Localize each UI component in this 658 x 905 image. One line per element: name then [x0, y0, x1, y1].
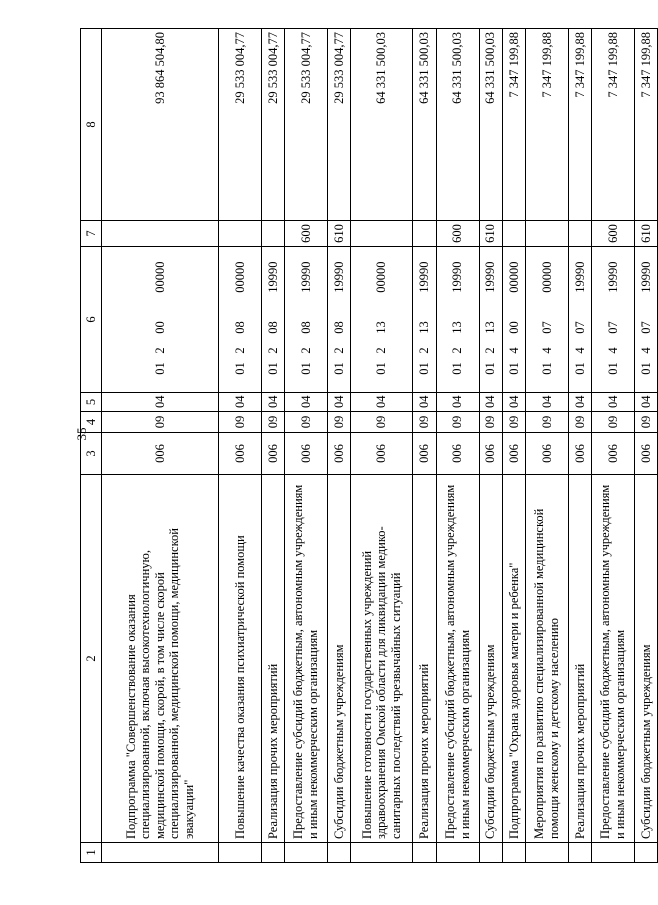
- table-row: [218, 29, 261, 863]
- empty-cell: [634, 843, 657, 863]
- table-row: [101, 29, 218, 863]
- row-name-cell: Субсидии бюджетным учреждениям: [327, 475, 350, 843]
- column-header: 6: [81, 247, 102, 393]
- classification-code-part: 13: [417, 321, 432, 334]
- column-4-cell: 09: [502, 412, 525, 433]
- column-7-cell: 610: [634, 221, 657, 247]
- column-7-cell: [350, 221, 413, 247]
- classification-code-part: 2: [374, 347, 389, 354]
- amount-cell: 7 347 199,88: [634, 29, 657, 221]
- classification-code-part: 08: [298, 321, 313, 334]
- classification-code-part: 13: [374, 321, 389, 334]
- column-6-cell: [101, 247, 218, 393]
- header-row: [81, 29, 102, 863]
- amount-cell: 29 533 004,77: [218, 29, 261, 221]
- column-7-cell: 610: [327, 221, 350, 247]
- empty-cell: [218, 843, 261, 863]
- column-7-cell: [218, 221, 261, 247]
- row-name-cell: Субсидии бюджетным учреждениям: [634, 475, 657, 843]
- column-4-cell: 09: [327, 412, 350, 433]
- column-3-cell: 006: [479, 433, 502, 475]
- empty-cell: [350, 843, 413, 863]
- row-name-cell: Мероприятия по развитию специализированной медицинской помощи женскому и детскому населению: [525, 475, 568, 843]
- budget-table: [80, 28, 658, 863]
- column-4-cell: 09: [591, 412, 634, 433]
- row-name-cell: Реализация прочих мероприятий: [568, 475, 591, 843]
- classification-code-part: 19990: [417, 261, 432, 293]
- column-3-cell: 006: [261, 433, 284, 475]
- classification-code-part: 00000: [374, 261, 389, 293]
- column-5-cell: 04: [479, 393, 502, 412]
- column-5-cell: 04: [591, 393, 634, 412]
- column-3-cell: 006: [502, 433, 525, 475]
- column-4-cell: 09: [261, 412, 284, 433]
- classification-code-part: 19990: [638, 261, 653, 293]
- classification-code-part: 2: [331, 347, 346, 354]
- column-5-cell: 04: [525, 393, 568, 412]
- column-4-cell: 09: [568, 412, 591, 433]
- column-4-cell: 09: [413, 412, 436, 433]
- column-6-cell: [568, 247, 591, 393]
- classification-code-part: 19990: [605, 261, 620, 293]
- column-3-cell: 006: [101, 433, 218, 475]
- column-5-cell: 04: [436, 393, 479, 412]
- column-6-cell: [634, 247, 657, 393]
- table-row: [436, 29, 479, 863]
- column-6-cell: [502, 247, 525, 393]
- column-7-cell: [413, 221, 436, 247]
- table-row: [525, 29, 568, 863]
- empty-cell: [525, 843, 568, 863]
- column-6-cell: [284, 247, 327, 393]
- classification-code-part: 4: [638, 347, 653, 354]
- column-4-cell: 09: [284, 412, 327, 433]
- classification-code-part: 08: [331, 321, 346, 334]
- classification-code-part: 01: [152, 362, 167, 375]
- column-6-cell: [479, 247, 502, 393]
- amount-cell: 93 864 504,80: [101, 29, 218, 221]
- empty-cell: [261, 843, 284, 863]
- table-row: [568, 29, 591, 863]
- classification-code-part: 19990: [483, 261, 498, 293]
- amount-cell: 7 347 199,88: [591, 29, 634, 221]
- amount-cell: 64 331 500,03: [479, 29, 502, 221]
- column-4-cell: 09: [101, 412, 218, 433]
- classification-code-part: 00000: [152, 261, 167, 293]
- page-number: 35: [74, 427, 89, 441]
- amount-cell: 29 533 004,77: [284, 29, 327, 221]
- classification-code-part: 01: [374, 362, 389, 375]
- classification-code-part: 01: [265, 362, 280, 375]
- column-6-cell: [327, 247, 350, 393]
- table-row: [413, 29, 436, 863]
- empty-cell: [568, 843, 591, 863]
- classification-code-part: 01: [232, 362, 247, 375]
- row-name-cell: Предоставление субсидий бюджетным, автономным учреждениям и иным некоммерческим организациям: [284, 475, 327, 843]
- classification-code-part: 07: [638, 321, 653, 334]
- classification-code-part: 00000: [506, 261, 521, 293]
- classification-code-part: 01: [572, 362, 587, 375]
- classification-code-part: 4: [572, 347, 587, 354]
- classification-code-part: 01: [298, 362, 313, 375]
- table-row: [327, 29, 350, 863]
- column-3-cell: 006: [413, 433, 436, 475]
- empty-cell: [284, 843, 327, 863]
- classification-code-part: 19990: [450, 261, 465, 293]
- classification-code-part: 2: [483, 347, 498, 354]
- row-name-cell: Реализация прочих мероприятий: [261, 475, 284, 843]
- rotated-table-container: [80, 29, 658, 863]
- table-row: [479, 29, 502, 863]
- column-3-cell: 006: [284, 433, 327, 475]
- column-7-cell: [568, 221, 591, 247]
- classification-code-part: 4: [605, 347, 620, 354]
- column-5-cell: 04: [101, 393, 218, 412]
- row-name-cell: Повышение качества оказания психиатрической помощи: [218, 475, 261, 843]
- column-5-cell: 04: [634, 393, 657, 412]
- classification-code-part: 01: [483, 362, 498, 375]
- column-4-cell: 09: [479, 412, 502, 433]
- column-5-cell: 04: [218, 393, 261, 412]
- row-name-cell: Подпрограмма "Охрана здоровья матери и ребенка": [502, 475, 525, 843]
- column-3-cell: 006: [218, 433, 261, 475]
- column-7-cell: [502, 221, 525, 247]
- table-row: [502, 29, 525, 863]
- classification-code-part: 4: [539, 347, 554, 354]
- empty-cell: [436, 843, 479, 863]
- column-5-cell: 04: [568, 393, 591, 412]
- classification-code-part: 19990: [298, 261, 313, 293]
- classification-code-part: 07: [605, 321, 620, 334]
- column-7-cell: [101, 221, 218, 247]
- empty-cell: [591, 843, 634, 863]
- classification-code-part: 08: [265, 321, 280, 334]
- row-name-cell: Повышение готовности государственных учреждений здравоохранения Омской области для ликвидации медико-санитарных последствий чрезвычайных ситуаций: [350, 475, 413, 843]
- column-5-cell: 04: [413, 393, 436, 412]
- row-name-cell: Реализация прочих мероприятий: [413, 475, 436, 843]
- classification-code-part: 01: [605, 362, 620, 375]
- column-6-cell: [261, 247, 284, 393]
- row-name-cell: Подпрограмма "Совершенствование оказания специализированной, включая высокотехнологичную, медицинской помощи, скорой, в том числе скорой специализированной, медицинской помощи, медицинской эвакуации": [101, 475, 218, 843]
- column-5-cell: 04: [284, 393, 327, 412]
- classification-code-part: 01: [417, 362, 432, 375]
- amount-cell: 7 347 199,88: [525, 29, 568, 221]
- column-5-cell: 04: [261, 393, 284, 412]
- empty-cell: [479, 843, 502, 863]
- column-3-cell: 006: [591, 433, 634, 475]
- column-header: 7: [81, 221, 102, 247]
- amount-cell: 7 347 199,88: [502, 29, 525, 221]
- empty-cell: [413, 843, 436, 863]
- classification-code-part: 2: [232, 347, 247, 354]
- column-header: 4: [81, 412, 102, 433]
- column-3-cell: 006: [525, 433, 568, 475]
- column-5-cell: 04: [327, 393, 350, 412]
- classification-code-part: 2: [417, 347, 432, 354]
- classification-code-part: 13: [483, 321, 498, 334]
- row-name-cell: Предоставление субсидий бюджетным, автономным учреждениям и иным некоммерческим организациям: [436, 475, 479, 843]
- column-3-cell: 006: [634, 433, 657, 475]
- column-7-cell: [525, 221, 568, 247]
- empty-cell: [502, 843, 525, 863]
- row-name-cell: Субсидии бюджетным учреждениям: [479, 475, 502, 843]
- column-7-cell: 600: [436, 221, 479, 247]
- column-header: 2: [81, 475, 102, 843]
- column-3-cell: 006: [327, 433, 350, 475]
- classification-code-part: 00: [506, 321, 521, 334]
- classification-code-part: 00: [152, 321, 167, 334]
- row-name-cell: Предоставление субсидий бюджетным, автономным учреждениям и иным некоммерческим организациям: [591, 475, 634, 843]
- classification-code-part: 01: [506, 362, 521, 375]
- column-3-cell: 006: [350, 433, 413, 475]
- classification-code-part: 01: [450, 362, 465, 375]
- column-header: 1: [81, 843, 102, 863]
- classification-code-part: 19990: [265, 261, 280, 293]
- column-7-cell: [261, 221, 284, 247]
- column-3-cell: 006: [568, 433, 591, 475]
- classification-code-part: 00000: [539, 261, 554, 293]
- classification-code-part: 19990: [331, 261, 346, 293]
- classification-code-part: 08: [232, 321, 247, 334]
- table-row: [261, 29, 284, 863]
- classification-code-part: 07: [572, 321, 587, 334]
- column-7-cell: 600: [591, 221, 634, 247]
- table-row: [284, 29, 327, 863]
- empty-cell: [101, 843, 218, 863]
- column-3-cell: 006: [436, 433, 479, 475]
- classification-code-part: 4: [506, 347, 521, 354]
- column-6-cell: [218, 247, 261, 393]
- column-4-cell: 09: [436, 412, 479, 433]
- classification-code-part: 19990: [572, 261, 587, 293]
- column-header: 5: [81, 393, 102, 412]
- column-header: 8: [81, 29, 102, 221]
- column-6-cell: [413, 247, 436, 393]
- classification-code-part: 07: [539, 321, 554, 334]
- column-6-cell: [591, 247, 634, 393]
- empty-cell: [327, 843, 350, 863]
- amount-cell: 29 533 004,77: [327, 29, 350, 221]
- column-6-cell: [525, 247, 568, 393]
- classification-code-part: 01: [539, 362, 554, 375]
- amount-cell: 7 347 199,88: [568, 29, 591, 221]
- column-4-cell: 09: [218, 412, 261, 433]
- column-6-cell: [350, 247, 413, 393]
- classification-code-part: 01: [331, 362, 346, 375]
- table-row: [634, 29, 657, 863]
- amount-cell: 64 331 500,03: [436, 29, 479, 221]
- table-row: [350, 29, 413, 863]
- amount-cell: 64 331 500,03: [350, 29, 413, 221]
- classification-code-part: 2: [152, 347, 167, 354]
- classification-code-part: 2: [450, 347, 465, 354]
- classification-code-part: 2: [298, 347, 313, 354]
- classification-code-part: 2: [265, 347, 280, 354]
- classification-code-part: 01: [638, 362, 653, 375]
- column-5-cell: 04: [350, 393, 413, 412]
- classification-code-part: 00000: [232, 261, 247, 293]
- column-7-cell: 610: [479, 221, 502, 247]
- column-5-cell: 04: [502, 393, 525, 412]
- column-4-cell: 09: [350, 412, 413, 433]
- column-4-cell: 09: [634, 412, 657, 433]
- table-row: [591, 29, 634, 863]
- column-header: 3: [81, 433, 102, 475]
- classification-code-part: 13: [450, 321, 465, 334]
- column-6-cell: [436, 247, 479, 393]
- column-4-cell: 09: [525, 412, 568, 433]
- amount-cell: 29 533 004,77: [261, 29, 284, 221]
- column-7-cell: 600: [284, 221, 327, 247]
- amount-cell: 64 331 500,03: [413, 29, 436, 221]
